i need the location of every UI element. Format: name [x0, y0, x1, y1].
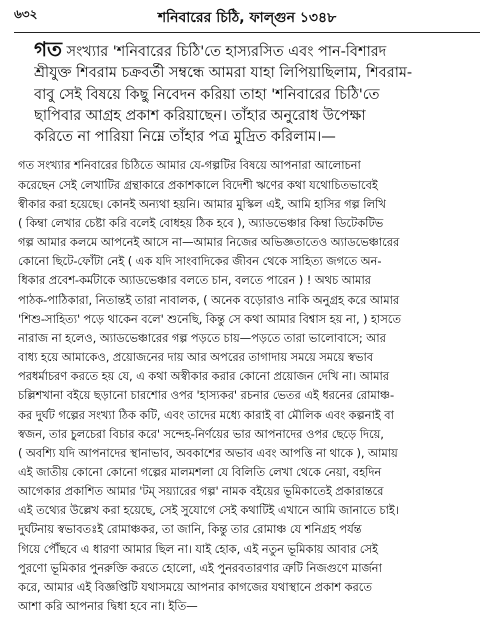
letter-line: আশা করি আপনার দ্বিধা হবে না। ইতি—: [18, 599, 198, 614]
letter-line: চল্লিশখানা বইয়ে ছড়ানো চারশোর ওপর 'হাস্যকর' রচনার ভেতর এই ধরনের রোমাঞ্চ-: [18, 388, 395, 403]
intro-first-word: গত: [34, 39, 62, 61]
letter-line: বাধ্য হয়ে আমাকেও, প্রয়োজনের দায় আর অপরের তাগাদায় সময়ে সময়ে স্বভাব: [18, 350, 373, 365]
letter-line: পাঠক-পাঠিকারা, নিতান্তই তারা নাবালক, ( অনেক বড়োরাও নাকি অনুগ্রহ করে আমার: [18, 292, 400, 307]
letter-line: দুর্ঘটনায় স্বভাবতঃই রোমাঞ্চকর, তা জানি, কিন্তু তার রোমাঞ্চ যে শনিগ্রহ পর্যন্ত: [18, 522, 362, 537]
letter-line: করেছেন সেই লেখাটির গ্রন্থাকারে প্রকাশকালে বিদেশী ঋণের কথা যথোচিতভাবেই: [18, 177, 378, 192]
letter-line: আগেকার প্রকাশিত আমার 'টম্ সয়্যারের গল্প' নামক বইয়ের ভূমিকাতেই প্রকারান্তরে: [18, 484, 384, 499]
letter-line: পরধর্মাচরণ করতে হয় যে, এ কথা অস্বীকার করার কোনো প্রয়োজন দেখি না। আমার: [18, 369, 389, 384]
letter-line: ধিকার প্রবেশ-কর্মটাকে অ্যাডভেঞ্চার বলতে চান, বলতে পারেন ) ! অথচ আমার: [18, 273, 371, 288]
letter-line: এই তথ্যের উল্লেখ করা হয়েছে, সেই সুযোগে সেই কথাটিই এখানে আমি জানাতে চাই।: [18, 503, 399, 518]
letter-line: করে, আমার এই বিজ্ঞপ্তিটি যথাসময়ে আপনার কাগজের যথাস্থানে প্রকাশ করতে: [18, 579, 372, 594]
page-header: [14, 6, 480, 30]
letter-line: গিয়ে পৌঁছবে এ ধারণা আমার ছিল না। যাই হোক, এই নতুন ভূমিকায় আবার সেই: [18, 541, 378, 556]
letter-line: গল্প আমার কলমে আপনেই আসে না—আমার নিজের অভিজ্ঞতাতেও অ্যাডভেঞ্চারের: [18, 235, 400, 250]
letter-line: 'শিশু-সাহিত্য' পড়ে থাকেন বলে' শুনেছি, কিন্তু সে কথা আমার বিশ্বাস হয় না, ) হাসতে: [18, 311, 401, 326]
letter-line: কোনো ছিটে-ফোঁটা নেই ( এক যদি সাংবাদিকের জীবন থেকে সাহিত্য জগতে অন-: [18, 254, 382, 269]
intro-line: [34, 39, 476, 62]
letter-line: এই জাতীয় কোনো কোনো গল্পের মালমশলা যে বিলিতি লেখা থেকে নেয়া, বহদিন: [18, 464, 382, 479]
letter-line: স্বীকার করা হয়েছে। কোনই অন্যথা হয়নি। আমার মুস্কিল এই, আমি হাসির গল্প লিখি: [18, 196, 386, 211]
intro-line-text: সংখ্যার 'শনিবারের চিঠি'তে হাস্যরসিত এবং পান-বিশারদ: [61, 43, 387, 60]
intro-line: ছাপিবার আগ্রহ প্রকাশ করিয়াছেন। তাঁহার অনুরোধ উপেক্ষা: [34, 106, 366, 124]
header-rule: [14, 32, 480, 33]
intro-line: করিতে না পারিয়া নিম্নে তাঁহার পত্র মুদ্রিত করিলাম।—: [34, 128, 336, 146]
editor-note: [34, 39, 476, 147]
letter-line: নারাজ না হলেও, অ্যাডভেঞ্চারের গল্প পড়তে চায়—পড়তে তারা ভালোবাসে; আর: [18, 330, 386, 345]
running-head: শনিবারের চিঠি, ফাল্গুন ১৩৪৮: [157, 10, 337, 26]
letter-line: পুরণো ভূমিকার পুনরুক্তি করতে হোলো, এই পুনরবতারণার ত্রুটি নিজগুণে মার্জনা: [18, 560, 382, 575]
letter-line: কর দুর্ঘট গল্পের সংখ্যা ঠিক কটি, এবং তাদের মধ্যে কারাই বা মৌলিক এবং কল্পনাই বা: [18, 407, 394, 422]
page-number: ৬৩২: [14, 7, 38, 21]
letter-line: ( অবশ্যি যদি আপনাদের স্থানাভাব, অবকাশের অভাব এবং আপত্তি না থাকে ), আমায়: [18, 445, 398, 460]
intro-line: বাবু সেই বিষয়ে কিছু নিবেদন করিয়া তাহা 'শনিবারের চিঠি'তে: [34, 85, 380, 103]
letter-line: ( কিম্বা লেখার চেষ্টা করি বলেই বোধহয় ঠিক হবে ), অ্যাডভেঞ্চার কিম্বা ডিটেকটিভ: [18, 215, 384, 230]
letter-body: [18, 156, 476, 616]
letter-line: স্বজন, তার চুলচেরা বিচার করে' সন্দেহ-নির্ণয়ের ভার আপনাদের ওপর ছেড়ে দিয়ে,: [18, 426, 384, 441]
intro-line: শ্রীযুক্ত শিবরাম চক্রবর্তী সম্বন্ধে আমরা যাহা লিপিয়াছিলাম, শিবরাম-: [34, 64, 413, 82]
letter-line: গত সংখ্যার শনিবারের চিঠিতে আমার যে-গল্পটির বিষয়ে আপনারা আলোচনা: [18, 158, 361, 173]
